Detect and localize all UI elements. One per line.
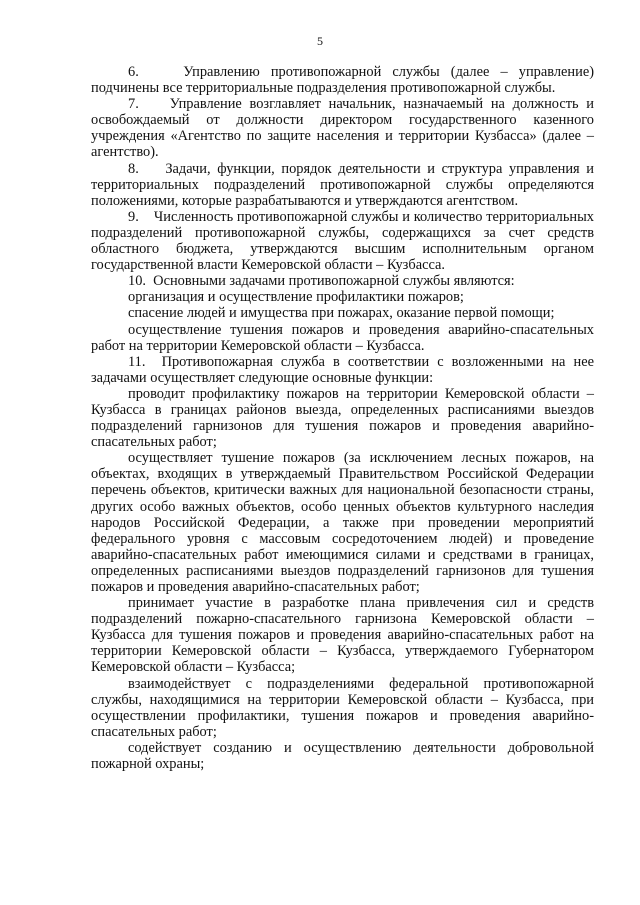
page-number: 5 (317, 34, 323, 48)
task-item-prevention: организация и осуществление профилактики пожаров; (128, 289, 464, 306)
function-item-extinguishing: осуществляет тушение пожаров (за исключением лесных пожаров, на объектах, входящих в утверждаемый Правительством Российской Федерации перечень объектов, критически важных для национальной безопасности страны, других особо важных объектов, особо ценных объектов культурного наследия народов Российской Федерации, а также при проведении мероприятий федерального уровня с массовым сосредоточением людей) и проведение аварийно-спасательных работ имеющимися силами и средствами в границах, определенных расписаниями выездов подразделений гарнизонов для тушения пожаров и проведения аварийно-спасательных работ; (91, 450, 594, 595)
paragraph-6: 6. Управлению противопожарной службы (далее – управление) подчинены все территориальные подразделения противопожарной службы. (91, 64, 594, 97)
paragraph-9: 9. Численность противопожарной службы и количество территориальных подразделений противопожарной службы, содержащихся за счет средств областного бюджета, утверждаются высшим исполнительным органом государственной власти Кемеровской области – Кузбасса. (91, 208, 594, 274)
function-item-volunteer: содействует созданию и осуществлению деятельности добровольной пожарной охраны; (91, 739, 594, 773)
paragraph-8: 8. Задачи, функции, порядок деятельности и структура управления и территориальных подразделений противопожарной службы определяются положениями, которые разрабатываются и утверждаются агентством. (91, 160, 594, 209)
document-body (91, 64, 594, 772)
function-item-planning: принимает участие в разработке плана привлечения сил и средств подразделений пожарно-спасательного гарнизона Кемеровской области – Кузбасса для тушения пожаров и проведения аварийно-спасательных работ на территории Кемеровской области – Кузбасса, утверждаемого Губернатором Кемеровской области – Кузбасса; (91, 595, 594, 676)
function-item-cooperation: взаимодействует с подразделениями федеральной противопожарной службы, находящимися на территории Кемеровской области – Кузбасса, при осуществлении профилактики, тушения пожаров и проведения аварийно-спасательных работ; (91, 675, 594, 740)
function-item-prevention: проводит профилактику пожаров на территории Кемеровской области – Кузбасса в границах районов выезда, определенных расписаниями выездов подразделений гарнизонов для тушения пожаров и проведения аварийно-спасательных работ; (91, 385, 594, 451)
paragraph-11: 11. Противопожарная служба в соответствии с возложенными на нее задачами осуществляет следующие основные функции: (91, 353, 594, 386)
paragraph-10: 10. Основными задачами противопожарной службы являются: (128, 273, 515, 290)
paragraph-7: 7. Управление возглавляет начальник, назначаемый на должность и освобождаемый от должности директором государственного казенного учреждения «Агентство по защите населения и территории Кузбасса» (далее – агентство). (91, 96, 594, 161)
task-item-rescue: спасение людей и имущества при пожарах, оказание первой помощи; (128, 305, 555, 322)
task-item-firefighting: осуществление тушения пожаров и проведения аварийно-спасательных работ на территории Кемеровской области – Кузбасса. (91, 321, 594, 354)
